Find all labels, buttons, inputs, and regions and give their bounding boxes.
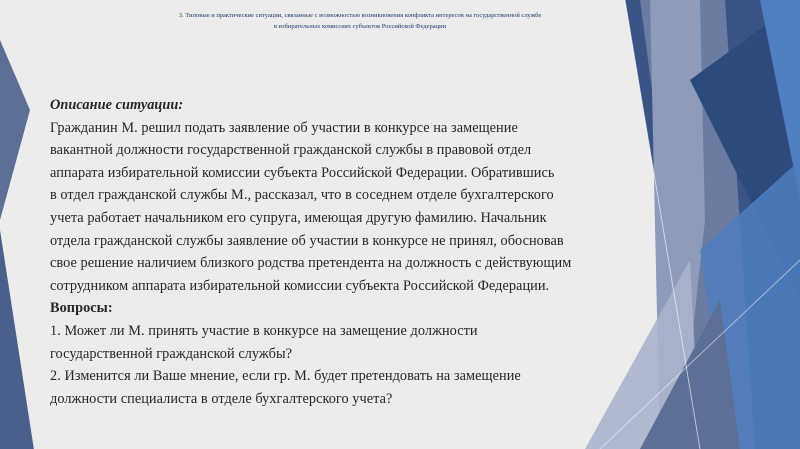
situation-heading: Описание ситуации: [50, 97, 184, 113]
situation-line: отдела гражданской службы заявление об участии в конкурсе не принял, обосновав [50, 232, 564, 249]
question-line: 2. Изменится ли Ваше мнение, если гр. М. будет претендовать на замещение [50, 368, 521, 385]
question-line: должности специалиста в отделе бухгалтерского учета? [50, 390, 393, 407]
situation-line: Гражданин М. решил подать заявление об участии в конкурсе на замещение [50, 119, 518, 136]
left-facet-bottom [0, 230, 34, 449]
situation-line: свое решение наличием близкого родства претендента на должность с действующим [50, 255, 572, 272]
situation-line: вакантной должности государственной гражданской службы в правовой отдел [50, 142, 532, 159]
situation-line: в отдел гражданской службы М., рассказал, что в соседнем отделе бухгалтерского [50, 187, 554, 204]
question-line: государственной гражданской службы? [50, 345, 293, 362]
situation-line: сотрудником аппарата избирательной комиссии субъекта Российской Федерации. [50, 277, 550, 294]
questions-heading: Вопросы: [50, 300, 113, 317]
situation-line: аппарата избирательной комиссии субъекта Российской Федерации. Обратившись [50, 164, 555, 181]
slide-header [110, 10, 610, 32]
header-line: в избирательных комиссиях субъектов Российской Федерации [273, 23, 447, 30]
slide-body [50, 94, 650, 410]
left-facet-top [0, 40, 30, 220]
situation-line: учета работает начальником его супруга, имеющая другую фамилию. Начальник [50, 209, 547, 226]
header-line: 3. Типовые и практические ситуации, связанные с возможностью возникновения конфликта интересов на государственной службе [178, 12, 542, 19]
question-line: 1. Может ли М. принять участие в конкурсе на замещение должности [50, 322, 478, 339]
